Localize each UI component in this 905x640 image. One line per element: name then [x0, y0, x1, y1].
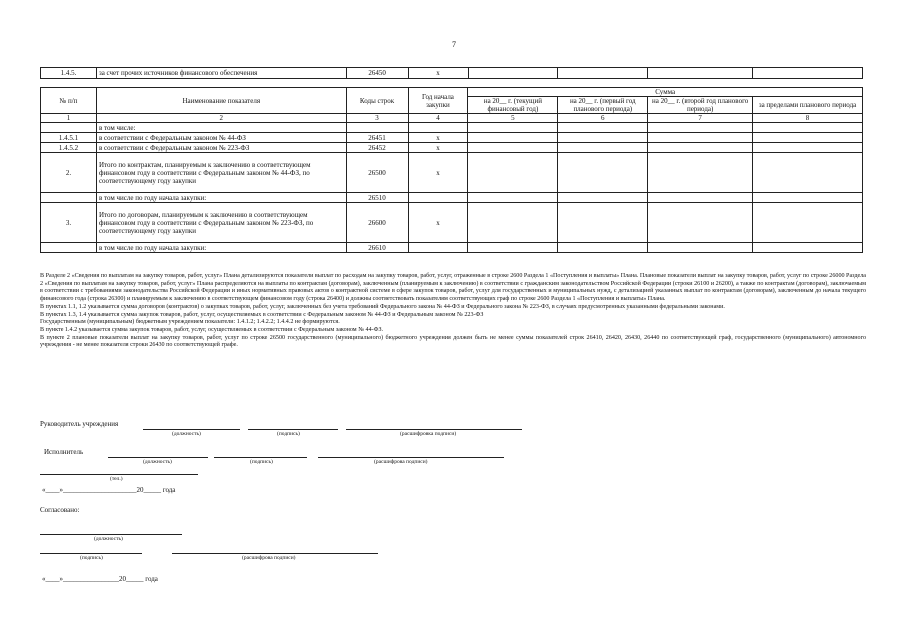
performer-position-line	[108, 457, 208, 458]
empty-cell	[558, 143, 648, 153]
table-row	[41, 68, 863, 79]
continued-row-table	[40, 67, 863, 79]
empty-cell	[753, 143, 863, 153]
row-name: в том числе по году начала закупки:	[96, 243, 346, 253]
row-name: в том числе:	[96, 123, 346, 133]
row-code: 26450	[346, 68, 408, 79]
table-row	[41, 143, 863, 153]
row-year: x	[408, 153, 468, 193]
agreed-label: Согласовано:	[40, 506, 80, 514]
column-number: 4	[408, 114, 468, 123]
caption-signature: (подпись)	[250, 459, 273, 465]
empty-cell	[468, 133, 558, 143]
row-year: x	[408, 203, 468, 243]
column-number: 8	[753, 114, 863, 123]
empty-cell	[648, 143, 753, 153]
table-row	[41, 203, 863, 243]
header-col6: на 20__ г. (первый год планового периода)	[558, 97, 648, 114]
empty-cell	[753, 68, 863, 79]
empty-cell	[648, 123, 753, 133]
row-name: за счет прочих источников финансового обеспечения	[96, 68, 346, 79]
row-number	[41, 193, 97, 203]
date-line: «____»________________20_____ года	[42, 575, 158, 583]
column-numbers-row	[41, 114, 863, 123]
empty-cell	[468, 193, 558, 203]
row-code	[346, 123, 408, 133]
caption-position: (должность)	[143, 459, 172, 465]
column-number: 6	[558, 114, 648, 123]
head-decode-line	[346, 429, 522, 430]
phone-line	[40, 474, 198, 475]
header-num: № п/п	[41, 88, 97, 114]
table-row	[41, 243, 863, 253]
caption-decode: (расшифровка подписи)	[400, 431, 457, 437]
row-number: 3.	[41, 203, 97, 243]
note-paragraph: В пункте 1.4.2 указывается сумма закупок товаров, работ, услуг, осуществляемых в соответствии с Федеральным законом № 44-ФЗ.	[40, 326, 384, 333]
row-number: 1.4.5.1	[41, 133, 97, 143]
caption-decode: (расшифрова подписи)	[374, 459, 428, 465]
empty-cell	[558, 243, 648, 253]
empty-cell	[753, 153, 863, 193]
empty-cell	[753, 133, 863, 143]
empty-cell	[648, 153, 753, 193]
row-name: в соответствии с Федеральным законом № 223-ФЗ	[96, 143, 346, 153]
column-number: 7	[648, 114, 753, 123]
head-signature-line	[248, 429, 338, 430]
note-paragraph: В пунктах 1.3, 1.4 указывается сумма закупок товаров, работ, услуг, осуществляемых в соответствии с Федеральным законом № 44-ФЗ и Федеральным законом № 223-ФЗ	[40, 311, 484, 318]
agreed-position-line	[40, 534, 182, 535]
empty-cell	[753, 123, 863, 133]
row-name: в соответствии с Федеральным законом № 44-ФЗ	[96, 133, 346, 143]
empty-cell	[558, 123, 648, 133]
explanatory-notes	[40, 273, 866, 350]
empty-cell	[558, 153, 648, 193]
empty-cell	[468, 123, 558, 133]
header-col5: на 20__ г. (текущий финансовый год)	[468, 97, 558, 114]
caption-decode: (расшифрова подписи)	[242, 555, 296, 561]
column-number: 3	[346, 114, 408, 123]
caption-position: (должность)	[172, 431, 201, 437]
agreed-signature-line	[40, 553, 142, 554]
empty-cell	[648, 68, 753, 79]
row-year	[408, 193, 468, 203]
agreed-decode-line	[172, 553, 378, 554]
caption-signature: (подпись)	[277, 431, 300, 437]
empty-cell	[558, 203, 648, 243]
column-number: 5	[468, 114, 558, 123]
header-col7: на 20__ г. (второй год планового периода)	[648, 97, 753, 114]
header-col8: за пределами планового периода	[753, 97, 863, 114]
note-paragraph: В пунктах 1.1, 1.2 указывается сумма договоров (контрактов) о закупках товаров, работ, услуг, заключенных без учета требований Федерального закона № 44-ФЗ и Федерального закона № 223-ФЗ, в случаях предусмотренных указанными федеральными законами.	[40, 303, 725, 310]
purchases-table	[40, 87, 863, 253]
row-year	[408, 123, 468, 133]
row-year: x	[408, 68, 468, 79]
empty-cell	[648, 193, 753, 203]
head-position-line	[143, 429, 240, 430]
empty-cell	[468, 153, 558, 193]
empty-cell	[648, 203, 753, 243]
performer-decode-line	[318, 457, 504, 458]
performer-signature-line	[214, 457, 307, 458]
row-number	[41, 243, 97, 253]
table-row	[41, 133, 863, 143]
column-number: 1	[41, 114, 97, 123]
note-paragraph: В Разделе 2 «Сведения по выплатам на закупку товаров, работ, услуг» Плана детализируются показатели выплат по расходам на закупку товаров, работ, услуг, отраженные в строке 2600 Раздела 1 «Поступления и выплаты» Плана. Плановые показатели выплат на закупку товаров, работ, услуг по строке 26000 Раздела 2 «Сведения по выплатам на закупку товаров, работ, услуг» Плана распределяются на выплаты по контрактам (договорам), заключенным (планируемым к заключению) в соответствии с гражданским законодательством Российской Федерации (строки 26100 и 26200), а также по контрактам (договорам), заключаемым в соответствии с требованиями законодательства Российской Федерации и иных нормативных правовых актов о контрактной системе в сфере закупок товаров, работ, услуг для государственных и муниципальных нужд, с детализацией указанных выплат по контрактам (договорам), заключенным до начала текущего финансового года (строка 26300) и планируемым к заключению в соответствующем финансовом году (строка 26400) и должны соответствовать показателям соответствующих граф по строке 2600 Раздела 1 «Поступления и выплаты» Плана.	[40, 273, 866, 303]
caption-phone: (тел.)	[110, 476, 123, 482]
table-row	[41, 123, 863, 133]
row-year	[408, 243, 468, 253]
row-code: 26500	[346, 153, 408, 193]
empty-cell	[558, 68, 648, 79]
row-code: 26452	[346, 143, 408, 153]
row-number	[41, 123, 97, 133]
table-row	[41, 193, 863, 203]
empty-cell	[753, 243, 863, 253]
date-line: «____»_____________________20_____ года	[42, 486, 176, 494]
row-number: 2.	[41, 153, 97, 193]
row-code: 26510	[346, 193, 408, 203]
empty-cell	[468, 68, 558, 79]
row-code: 26610	[346, 243, 408, 253]
row-number: 1.4.5.2	[41, 143, 97, 153]
empty-cell	[648, 133, 753, 143]
head-label: Руководитель учреждения	[40, 420, 119, 428]
caption-position: (должность)	[94, 536, 123, 542]
empty-cell	[753, 203, 863, 243]
empty-cell	[648, 243, 753, 253]
caption-signature: (подпись)	[80, 555, 103, 561]
empty-cell	[468, 143, 558, 153]
row-name: Итого по контрактам, планируемым к заключению в соответствующем финансовом году в соответствии с Федеральным законом № 44-ФЗ, по соответствующему году закупки	[96, 153, 346, 193]
empty-cell	[468, 203, 558, 243]
row-number: 1.4.5.	[41, 68, 97, 79]
empty-cell	[468, 243, 558, 253]
page-number: 7	[452, 40, 456, 49]
empty-cell	[558, 193, 648, 203]
row-year: x	[408, 133, 468, 143]
row-code: 26600	[346, 203, 408, 243]
note-paragraph: В пункте 2 плановые показатели выплат на закупку товаров, работ, услуг по строке 26500 государственного (муниципального) бюджетного учреждения должен быть не менее суммы показателей строк 26410, 26420, 26430, 26440 по соответствующей граф, государственного (муниципального) автономного учреждения - не менее показателя строки 26430 по соответствующей графе.	[40, 334, 866, 349]
row-name: Итого по договорам, планируемым к заключению в соответствующем финансовом году в соответствии с Федеральным законом № 223-ФЗ, по соответствующему году закупки	[96, 203, 346, 243]
row-code: 26451	[346, 133, 408, 143]
column-number: 2	[96, 114, 346, 123]
row-year: x	[408, 143, 468, 153]
header-year: Год начала закупки	[408, 88, 468, 114]
empty-cell	[753, 193, 863, 203]
header-name: Наименование показателя	[96, 88, 346, 114]
note-paragraph: Государственным (муниципальным) бюджетным учреждением показатели: 1.4.1.2; 1.4.2.2; 1.4.4.2 не формируются.	[40, 319, 340, 326]
row-name: в том числе по году начала закупки:	[96, 193, 346, 203]
performer-label: Исполнитель	[44, 448, 84, 456]
table-row	[41, 153, 863, 193]
header-codes: Коды строк	[346, 88, 408, 114]
header-sum: Сумма	[468, 88, 863, 97]
empty-cell	[558, 133, 648, 143]
